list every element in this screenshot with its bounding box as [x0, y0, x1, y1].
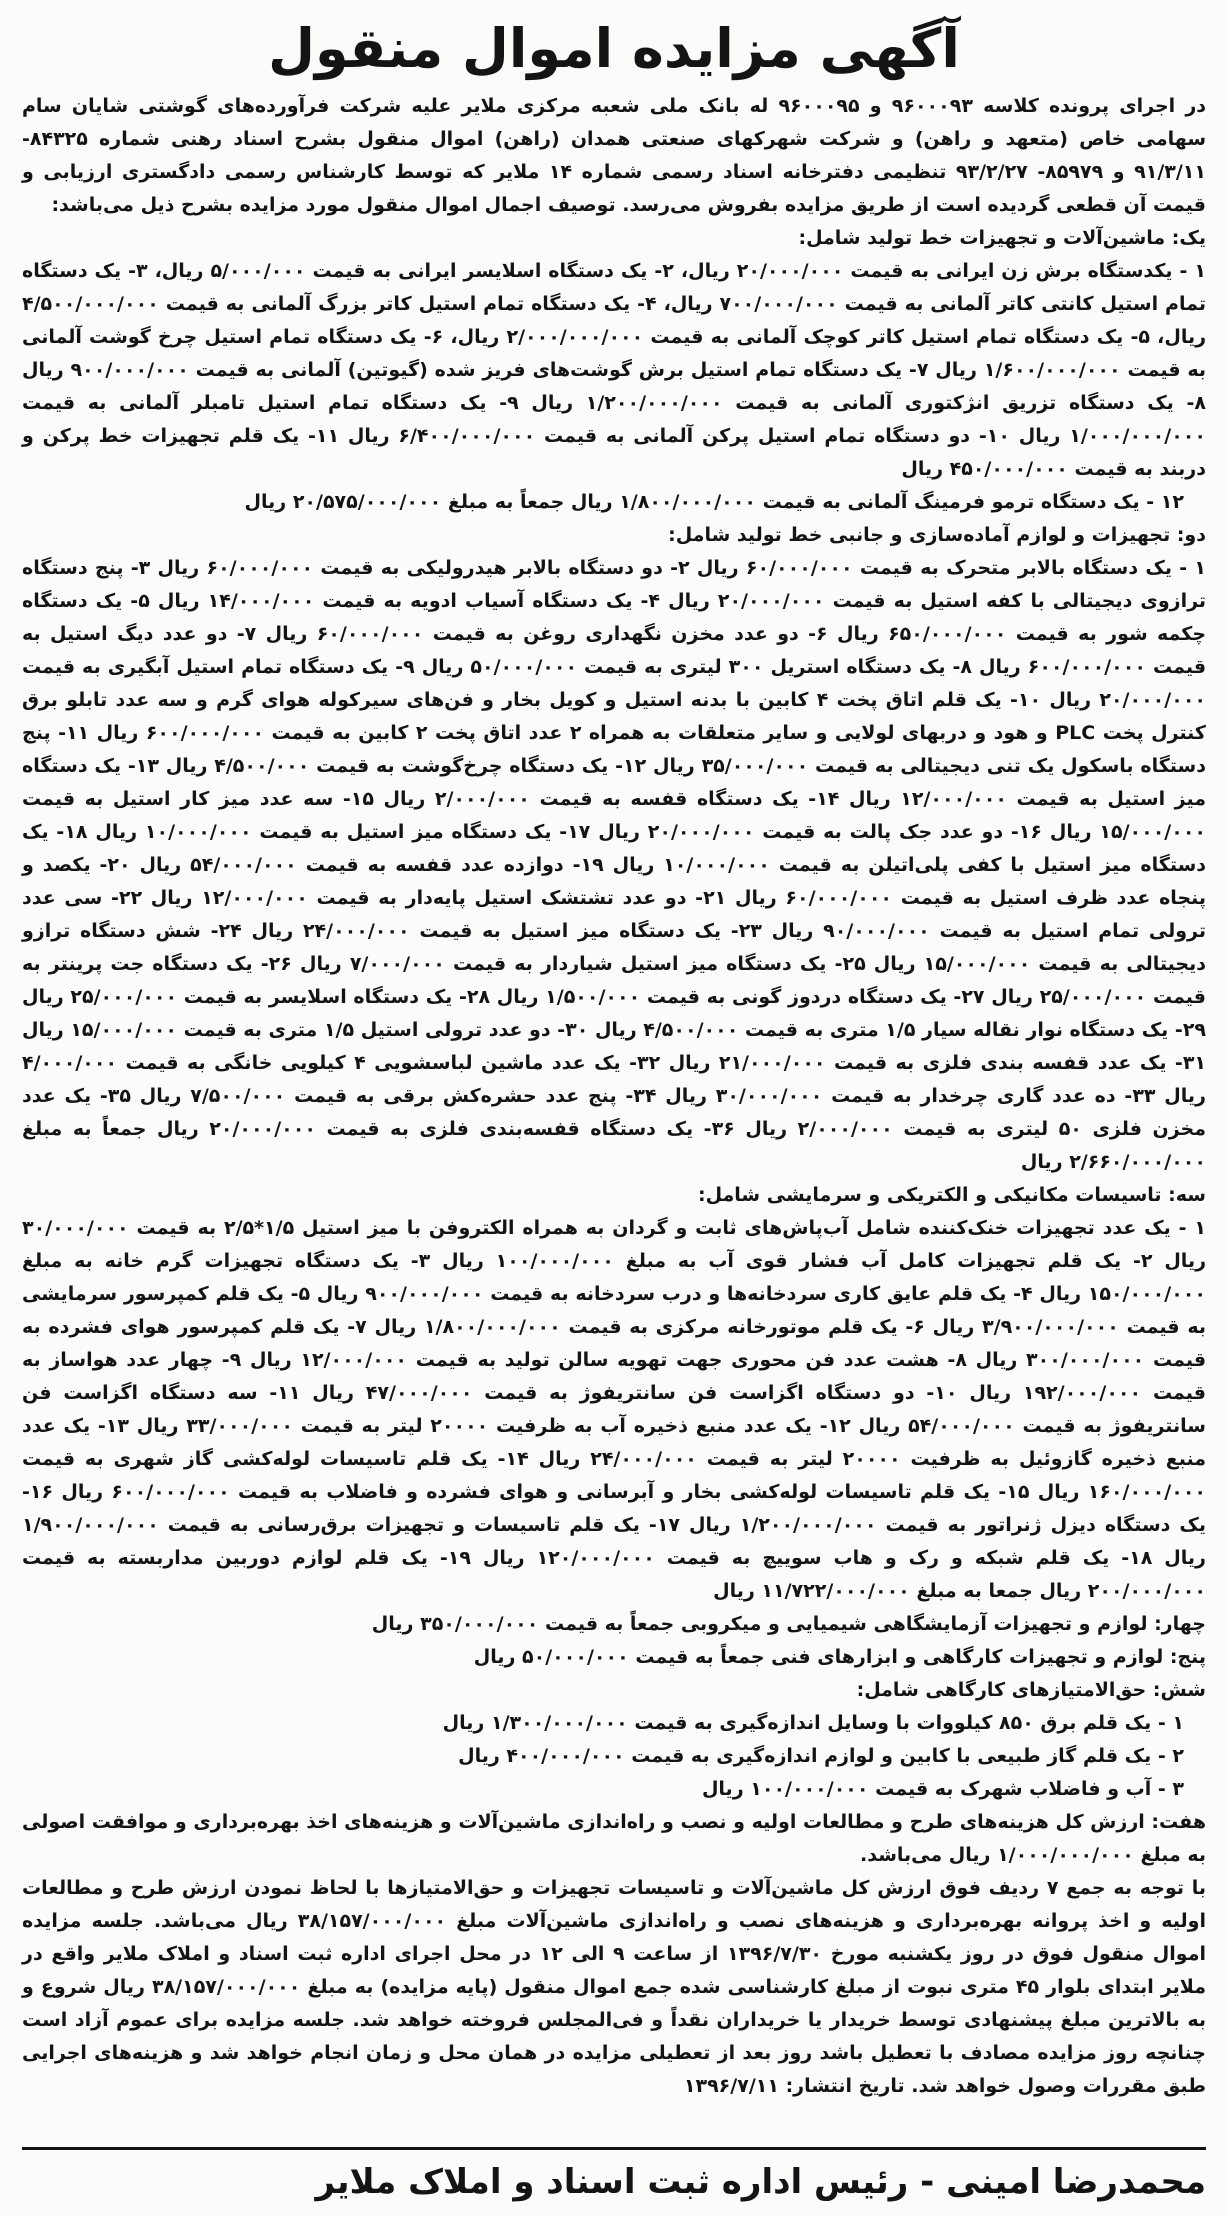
section-2-heading: دو: تجهیزات و لوازم آماده‌سازی و جانبی خط تولید شامل:	[668, 524, 1206, 546]
section-6-item: ۲ - یک قلم گاز طبیعی با کابین و لوازم اندازه‌گیری به قیمت ۴۰۰/۰۰۰/۰۰۰ ریال	[458, 1745, 1184, 1767]
section-6-heading: شش: حق‌الامتیازهای کارگاهی شامل:	[856, 1679, 1206, 1701]
section-7: هفت: ارزش کل هزینه‌های طرح و مطالعات اولیه و نصب و راه‌اندازی ماشین‌آلات و هزینه‌های اخذ بهره‌برداری و موافقت اصولی به مبلغ ۱/۰۰۰/۰۰۰/۰۰۰ ریال می‌باشد.	[22, 1811, 1206, 1866]
section-1-last-item: ۱۲ - یک دستگاه ترمو فرمینگ آلمانی به قیمت ۱/۸۰۰/۰۰۰/۰۰۰ ریال جمعاً به مبلغ ۲۰/۵۷۵/۰۰۰/۰۰۰ ریال	[244, 491, 1184, 513]
section-1-heading: یک: ماشین‌آلات و تجهیزات خط تولید شامل:	[798, 227, 1206, 249]
section-5: پنج: لوازم و تجهیزات کارگاهی و ابزارهای فنی جمعاً به قیمت ۵۰/۰۰۰/۰۰۰ ریال	[473, 1646, 1206, 1668]
section-6-item: ۱ - یک قلم برق ۸۵۰ کیلووات با وسایل اندازه‌گیری به قیمت ۱/۳۰۰/۰۰۰/۰۰۰ ریال	[442, 1712, 1184, 1734]
section-1-body: ۱ - یکدستگاه برش زن ایرانی به قیمت ۲۰/۰۰۰/۰۰۰ ریال، ۲- یک دستگاه اسلایسر ایرانی به قیمت ۵/۰۰۰/۰۰۰ ریال، ۳- یک دستگاه تمام استیل کانتی کاتر آلمانی به قیمت ۷۰۰/۰۰۰/۰۰۰ ریال، ۴- یک دستگاه تمام استیل کاتر بزرگ آلمانی به قیمت ۴/۵۰۰/۰۰۰/۰۰۰ ریال، ۵- یک دستگاه تمام استیل کاتر کوچک آلمانی به قیمت ۲/۰۰۰/۰۰۰/۰۰۰ ریال، ۶- یک دستگاه تمام استیل چرخ گوشت آلمانی به قیمت ۱/۶۰۰/۰۰۰/۰۰۰ ریال ۷- یک دستگاه تمام استیل برش گوشت‌های فریز شده (گیوتین) آلمانی به قیمت ۹۰۰/۰۰۰/۰۰۰ ریال ۸- یک دستگاه تزریق انژکتوری آلمانی به قیمت ۱/۲۰۰/۰۰۰/۰۰۰ ریال ۹- یک دستگاه تمام استیل تامبلر آلمانی به قیمت ۱/۰۰۰/۰۰۰/۰۰۰ ریال ۱۰- دو دستگاه تمام استیل پرکن آلمانی به قیمت ۶/۴۰۰/۰۰۰/۰۰۰ ریال ۱۱- یک قلم تجهیزات خط پرکن و دربند به قیمت ۴۵۰/۰۰۰/۰۰۰ ریال	[22, 260, 1207, 480]
section-3-body: ۱ - یک عدد تجهیزات خنک‌کننده شامل آب‌پاش‌های ثابت و گردان به همراه الکتروفن با میز استیل ۱/۵*۲/۵ به قیمت ۳۰/۰۰۰/۰۰۰ ریال ۲- یک قلم تجهیزات کامل آب فشار قوی آب به مبلغ ۱۰۰/۰۰۰/۰۰۰ ریال ۳- یک دستگاه تجهیزات گرم خانه به مبلغ ۱۵۰/۰۰۰/۰۰۰ ریال ۴- یک قلم عایق کاری سردخانه‌ها و درب سردخانه به قیمت ۹۰۰/۰۰۰/۰۰۰ ریال ۵- یک قلم کمپرسور سرمایشی به قیمت ۳/۹۰۰/۰۰۰/۰۰۰ ریال ۶- یک قلم موتورخانه مرکزی به قیمت ۱/۸۰۰/۰۰۰/۰۰۰ ریال ۷- یک قلم کمپرسور هوای فشرده به قیمت ۳۰۰/۰۰۰/۰۰۰ ریال ۸- هشت عدد فن محوری جهت تهویه سالن تولید به قیمت ۱۲/۰۰۰/۰۰۰ ریال ۹- چهار عدد هواساز به قیمت ۱۹۲/۰۰۰/۰۰۰ ریال ۱۰- دو دستگاه اگزاست فن سانتریفوژ به قیمت ۴۷/۰۰۰/۰۰۰ ریال ۱۱- سه دستگاه اگزاست فن سانتریفوژ به قیمت ۵۴/۰۰۰/۰۰۰ ریال ۱۲- یک عدد منبع ذخیره آب به ظرفیت ۲۰۰۰۰ لیتر به قیمت ۳۳/۰۰۰/۰۰۰ ریال ۱۳- یک عدد منبع ذخیره گازوئیل به ظرفیت ۲۰۰۰۰ لیتر به قیمت ۲۴/۰۰۰/۰۰۰ ریال ۱۴- یک قلم تاسیسات لوله‌کشی گاز شهری به قیمت ۱۶۰/۰۰۰/۰۰۰ ریال ۱۵- یک قلم تاسیسات لوله‌کشی بخار و آبرسانی و هوای فشرده و فاضلاب به قیمت ۶۰۰/۰۰۰/۰۰۰ ریال ۱۶- یک دستگاه دیزل ژنراتور به قیمت ۱/۲۰۰/۰۰۰/۰۰۰ ریال ۱۷- یک قلم تاسیسات و تجهیزات برق‌رسانی به قیمت ۱/۹۰۰/۰۰۰/۰۰۰ ریال ۱۸- یک قلم شبکه و رک و هاب سوییچ به قیمت ۱۲۰/۰۰۰/۰۰۰ ریال ۱۹- یک قلم لوازم دوربین مداربسته به قیمت ۲۰۰/۰۰۰/۰۰۰ ریال جمعا به مبلغ ۱۱/۷۲۲/۰۰۰/۰۰۰ ریال	[22, 1217, 1207, 1602]
section-4: چهار: لوازم و تجهیزات آزمایشگاهی شیمیایی و میکروبی جمعاً به قیمت ۳۵۰/۰۰۰/۰۰۰ ریال	[371, 1613, 1206, 1635]
intro-paragraph: در اجرای پرونده کلاسه ۹۶۰۰۰۹۳ و ۹۶۰۰۰۹۵ له بانک ملی شعبه مرکزی ملایر علیه شرکت فرآورده‌های گوشتی شایان سام سهامی خاص (متعهد و راهن) و شرکت شهرکهای صنعتی همدان (راهن) اموال منقول بشرح اسناد رهنی شماره ۸۴۳۲۵- ۹۱/۳/۱۱ و ۸۵۹۷۹- ۹۳/۲/۲۷ تنظیمی دفترخانه اسناد رسمی شماره ۱۴ ملایر که توسط کارشناس رسمی دادگستری ارزیابی و قیمت آن قطعی گردیده است از طریق مزایده بفروش می‌رسد. توصیف اجمال اموال منقول مورد مزایده بشرح ذیل می‌باشد:	[22, 95, 1207, 216]
notice-title: آگهی مزایده اموال منقول	[268, 17, 960, 80]
section-2-body: ۱ - یک دستگاه بالابر متحرک به قیمت ۶۰/۰۰۰/۰۰۰ ریال ۲- دو دستگاه بالابر هیدرولیکی به قیمت ۶۰/۰۰۰/۰۰۰ ریال ۳- پنج دستگاه ترازوی دیجیتالی با کفه استیل به قیمت ۲۰/۰۰۰/۰۰۰ ریال ۴- یک دستگاه آسیاب ادویه به قیمت ۱۴/۰۰۰/۰۰۰ ریال ۵- یک دستگاه چکمه شور به قیمت ۶۵۰/۰۰۰/۰۰۰ ریال ۶- دو عدد مخزن نگهداری روغن به قیمت ۶۰/۰۰۰/۰۰۰ ریال ۷- دو عدد دیگ استیل به قیمت ۶۰۰/۰۰۰/۰۰۰ ریال ۸- یک دستگاه استریل ۳۰۰ لیتری به قیمت ۵۰/۰۰۰/۰۰۰ ریال ۹- یک دستگاه تمام استیل آبگیری به قیمت ۲۰/۰۰۰/۰۰۰ ریال ۱۰- یک قلم اتاق پخت ۴ کابین با بدنه استیل و کویل بخار و فن‌های سیرکوله هوای گرم و سه عدد تابلو برق کنترل پخت PLC و هود و دربهای لولایی و سایر متعلقات به همراه ۲ عدد اتاق پخت ۲ کابین به قیمت ۶۰۰/۰۰۰/۰۰۰ ریال ۱۱- پنج دستگاه باسکول یک تنی دیجیتالی به قیمت ۳۵/۰۰۰/۰۰۰ ریال ۱۲- یک دستگاه چرخ‌گوشت به قیمت ۴/۵۰۰/۰۰۰ ریال ۱۳- یک دستگاه میز استیل به قیمت ۱۲/۰۰۰/۰۰۰ ریال ۱۴- یک دستگاه قفسه به قیمت ۲/۰۰۰/۰۰۰ ریال ۱۵- سه عدد میز کار استیل به قیمت ۱۵/۰۰۰/۰۰۰ ریال ۱۶- دو عدد جک پالت به قیمت ۲۰/۰۰۰/۰۰۰ ریال ۱۷- یک دستگاه میز استیل به قیمت ۱۰/۰۰۰/۰۰۰ ریال ۱۸- یک دستگاه میز استیل با کفی پلی‌اتیلن به قیمت ۱۰/۰۰۰/۰۰۰ ریال ۱۹- دوازده عدد قفسه به قیمت ۵۴/۰۰۰/۰۰۰ ریال ۲۰- یکصد و پنجاه عدد ظرف استیل به قیمت ۶۰/۰۰۰/۰۰۰ ریال ۲۱- دو عدد تشتشک استیل پایه‌دار به قیمت ۱۲/۰۰۰/۰۰۰ ریال ۲۲- سی عدد ترولی تمام استیل به قیمت ۹۰/۰۰۰/۰۰۰ ریال ۲۳- یک دستگاه میز استیل به قیمت ۲۴/۰۰۰/۰۰۰ ریال ۲۴- شش دستگاه ترازو دیجیتالی به قیمت ۱۵/۰۰۰/۰۰۰ ریال ۲۵- یک دستگاه میز استیل شیاردار به قیمت ۷/۰۰۰/۰۰۰ ریال ۲۶- یک دستگاه جت پرینتر به قیمت ۲۵/۰۰۰/۰۰۰ ریال ۲۷- یک دستگاه دردوز گونی به قیمت ۱/۵۰۰/۰۰۰ ریال ۲۸- یک دستگاه اسلایسر به قیمت ۲۵/۰۰۰/۰۰۰ ریال ۲۹- یک دستگاه نوار نقاله سیار ۱/۵ متری به قیمت ۴/۵۰۰/۰۰۰ ریال ۳۰- دو عدد ترولی استیل ۱/۵ متری به قیمت ۱۵/۰۰۰/۰۰۰ ریال ۳۱- یک عدد قفسه بندی فلزی به قیمت ۲۱/۰۰۰/۰۰۰ ریال ۳۲- یک عدد ماشین لباسشویی ۴ کیلویی خانگی به قیمت ۴/۰۰۰/۰۰۰ ریال ۳۳- ده عدد گاری چرخدار به قیمت ۳۰/۰۰۰/۰۰۰ ریال ۳۴- پنج عدد حشره‌کش برقی به قیمت ۷/۵۰۰/۰۰۰ ریال ۳۵- یک عدد مخزن فلزی ۵۰ لیتری به قیمت ۲/۰۰۰/۰۰۰ ریال ۳۶- یک دستگاه قفسه‌بندی فلزی به قیمت ۲۰/۰۰۰/۰۰۰ ریال جمعاً به مبلغ ۲/۶۶۰/۰۰۰/۰۰۰ ریال	[22, 557, 1207, 1173]
notice-body	[22, 90, 1206, 2147]
signature-line: محمدرضا امینی - رئیس اداره ثبت اسناد و املاک ملایر	[22, 2147, 1206, 2206]
section-6-item: ۳ - آب و فاضلاب شهرک به قیمت ۱۰۰/۰۰۰/۰۰۰ ریال	[701, 1778, 1184, 1800]
section-3-heading: سه: تاسیسات مکانیکی و الکتریکی و سرمایشی شامل:	[697, 1184, 1206, 1206]
closing-paragraph: با توجه به جمع ۷ ردیف فوق ارزش کل ماشین‌آلات و تاسیسات تجهیزات و حق‌الامتیازها با لحاظ نمودن ارزش طرح و مطالعات اولیه و اخذ پروانه بهره‌برداری و هزینه‌های نصب و راه‌اندازی ماشین‌آلات مبلغ ۳۸/۱۵۷/۰۰۰/۰۰۰ ریال می‌باشد. جلسه مزایده اموال منقول فوق در روز یکشنبه مورخ ۱۳۹۶/۷/۳۰ از ساعت ۹ الی ۱۲ در محل اجرای اداره ثبت اسناد و املاک ملایر واقع در ملایر ابتدای بلوار ۴۵ متری نبوت از مبلغ کارشناسی شده جمع اموال منقول (پایه مزایده) به مبلغ ۳۸/۱۵۷/۰۰۰/۰۰۰ ریال شروع و به بالاترین مبلغ پیشنهادی توسط خریدار یا خریداران نقداً و فی‌المجلس فروخته خواهد شد. جلسه مزایده برای عموم آزاد است چنانچه روز مزایده مصادف با تعطیل باشد روز بعد از تعطیلی مزایده در همان محل و زمان انجام خواهد شد و هزینه‌های اجرایی طبق مقررات وصول خواهد شد. تاریخ انتشار: ۱۳۹۶/۷/۱۱	[22, 1877, 1207, 2097]
